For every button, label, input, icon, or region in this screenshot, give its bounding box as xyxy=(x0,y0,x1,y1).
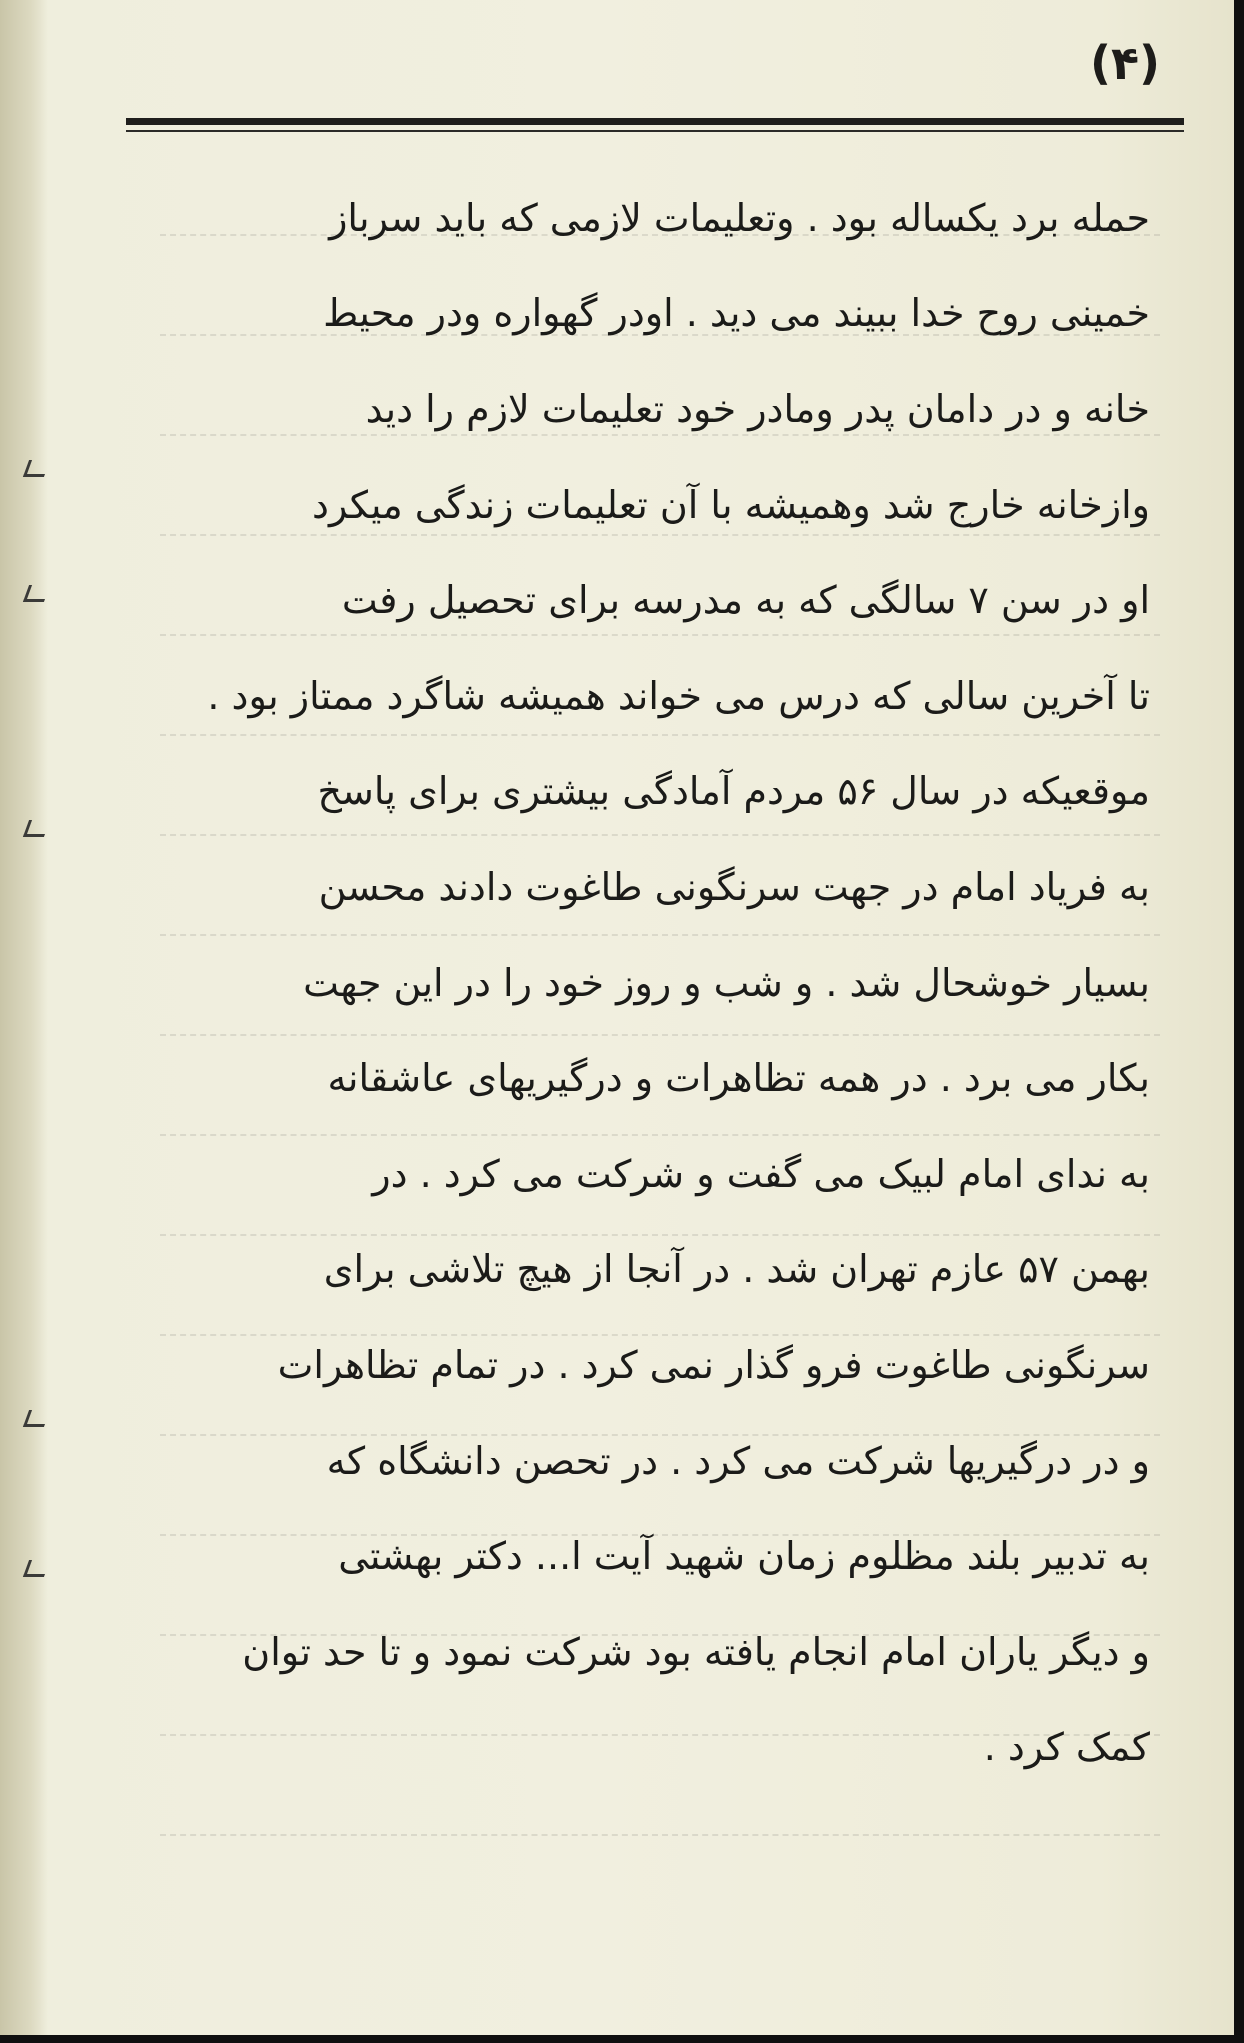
page-gutter xyxy=(0,0,48,2035)
text-line: بسیار خوشحال شد . و شب و روز خود را در این جهت xyxy=(303,960,1150,1005)
header-rule-thin xyxy=(126,130,1184,132)
text-line: به ندای امام لبیک می گفت و شرکت می کرد . در xyxy=(372,1151,1150,1196)
text-line: تا آخرین سالی که درس می خواند همیشه شاگرد ممتاز بود . xyxy=(207,673,1150,718)
text-line: به فریاد امام در جهت سرنگونی طاغوت دادند محسن xyxy=(318,864,1150,909)
header-rule xyxy=(126,118,1184,125)
text-line: موقعیکه در سال ۵۶ مردم آمادگی بیشتری برای پاسخ xyxy=(317,769,1150,814)
scan-edge-right xyxy=(1234,0,1244,2043)
text-line: سرنگونی طاغوت فرو گذار نمی کرد . در تمام تظاهرات xyxy=(277,1342,1150,1387)
text-line: بکار می برد . در همه تظاهرات و درگیریهای عاشقانه xyxy=(327,1056,1150,1101)
page-number: (۴) xyxy=(1089,36,1161,90)
text-line: کمک کرد . xyxy=(983,1725,1150,1770)
text-line: وازخانه خارج شد وهمیشه با آن تعلیمات زندگی میکرد xyxy=(312,482,1150,527)
text-line: حمله برد یکساله بود . وتعلیمات لازمی که باید سرباز xyxy=(329,195,1150,240)
text-line: بهمن ۵۷ عازم تهران شد . در آنجا از هیچ تلاشی برای xyxy=(323,1247,1150,1292)
scan-edge-bottom xyxy=(0,2035,1244,2043)
text-line: خمینی روح خدا ببیند می دید . اودر گهواره ودر محیط xyxy=(323,291,1150,336)
text-line: به تدبیر بلند مظلوم زمان شهید آیت ا... دکتر بهشتی xyxy=(338,1534,1150,1579)
text-line: و دیگر یاران امام انجام یافته بود شرکت نمود و تا حد توان xyxy=(242,1629,1150,1674)
text-line: او در سن ۷ سالگی که به مدرسه برای تحصیل رفت xyxy=(341,578,1150,623)
body-text xyxy=(150,170,1150,1795)
text-line: و در درگیریها شرکت می کرد . در تحصن دانشگاه که xyxy=(326,1438,1150,1483)
text-line: خانه و در دامان پدر ومادر خود تعلیمات لازم را دید xyxy=(365,386,1150,431)
